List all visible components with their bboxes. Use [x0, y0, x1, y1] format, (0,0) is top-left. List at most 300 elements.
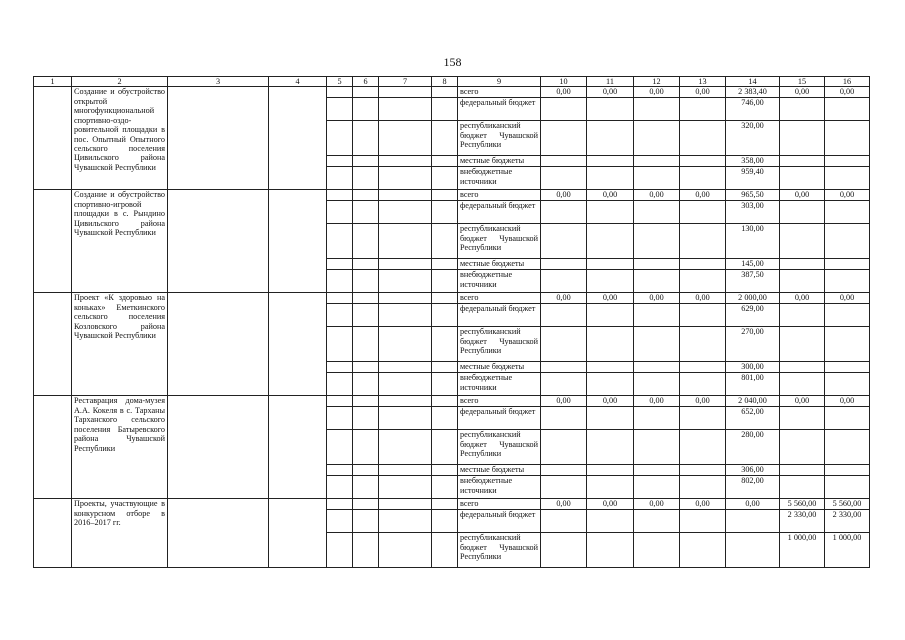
- cell-c6: [353, 224, 379, 259]
- funding-source-cell: внебюджетные источники: [458, 167, 541, 190]
- cell-c6: [353, 499, 379, 510]
- amount-cell-c14: 387,50: [726, 270, 780, 293]
- amount-cell-c14: 2 383,40: [726, 87, 780, 98]
- amount-cell-c13: [680, 430, 726, 465]
- cell-c5: [327, 304, 353, 327]
- amount-cell-c15: 0,00: [780, 190, 825, 201]
- amount-cell-c12: [634, 510, 680, 533]
- amount-cell-c14: 303,00: [726, 201, 780, 224]
- project-name-cell: Создание и обустройство спортивно-игровой площадки в с. Рындино Цивильского района Чувашской Республики: [72, 190, 168, 293]
- amount-cell-c14: 801,00: [726, 373, 780, 396]
- column-number-9: 9: [458, 77, 541, 87]
- amount-cell-c12: [634, 156, 680, 167]
- amount-cell-c11: 0,00: [587, 396, 634, 407]
- funding-source-cell: республиканский бюджет Чувашской Республики: [458, 327, 541, 362]
- column-number-16: 16: [825, 77, 870, 87]
- amount-cell-c11: 0,00: [587, 190, 634, 201]
- column-number-10: 10: [541, 77, 587, 87]
- amount-cell-c12: [634, 270, 680, 293]
- amount-cell-c12: [634, 327, 680, 362]
- cell-c7: [379, 533, 432, 568]
- amount-cell-c16: [825, 156, 870, 167]
- amount-cell-c12: 0,00: [634, 190, 680, 201]
- cell-c8: [432, 430, 458, 465]
- amount-cell-c12: [634, 476, 680, 499]
- funding-source-cell: федеральный бюджет: [458, 201, 541, 224]
- amount-cell-c11: [587, 304, 634, 327]
- amount-cell-c12: [634, 304, 680, 327]
- cell-c5: [327, 259, 353, 270]
- cell-c7: [379, 465, 432, 476]
- amount-cell-c14: 358,00: [726, 156, 780, 167]
- amount-cell-c15: 2 330,00: [780, 510, 825, 533]
- funding-source-cell: республиканский бюджет Чувашской Республики: [458, 121, 541, 156]
- amount-cell-c11: 0,00: [587, 499, 634, 510]
- cell-col-1: [34, 87, 72, 190]
- amount-cell-c11: [587, 533, 634, 568]
- amount-cell-c15: [780, 476, 825, 499]
- amount-cell-c10: [541, 167, 587, 190]
- amount-cell-c12: [634, 259, 680, 270]
- amount-cell-c13: [680, 373, 726, 396]
- amount-cell-c13: 0,00: [680, 499, 726, 510]
- project-name-cell: Создание и обустройство открытой многофункциональной спортивно-оздоровительной площадки в пос. Опытный Опытного сельского поселения Цивильского района Чувашской Республики: [72, 87, 168, 190]
- funding-source-cell: всего: [458, 87, 541, 98]
- cell-c8: [432, 304, 458, 327]
- amount-cell-c16: [825, 476, 870, 499]
- cell-c7: [379, 430, 432, 465]
- amount-cell-c10: [541, 201, 587, 224]
- amount-cell-c13: [680, 156, 726, 167]
- column-number-15: 15: [780, 77, 825, 87]
- amount-cell-c15: 0,00: [780, 396, 825, 407]
- funding-source-cell: республиканский бюджет Чувашской Республики: [458, 533, 541, 568]
- column-number-6: 6: [353, 77, 379, 87]
- amount-cell-c13: [680, 259, 726, 270]
- amount-cell-c16: [825, 259, 870, 270]
- cell-c6: [353, 327, 379, 362]
- amount-cell-c13: [680, 270, 726, 293]
- amount-cell-c11: [587, 510, 634, 533]
- amount-cell-c10: 0,00: [541, 499, 587, 510]
- amount-cell-c11: [587, 430, 634, 465]
- amount-cell-c16: 0,00: [825, 293, 870, 304]
- amount-cell-c13: [680, 327, 726, 362]
- column-number-2: 2: [72, 77, 168, 87]
- funding-source-cell: федеральный бюджет: [458, 304, 541, 327]
- cell-col-3: [168, 87, 269, 190]
- amount-cell-c15: [780, 430, 825, 465]
- amount-cell-c13: [680, 304, 726, 327]
- column-number-14: 14: [726, 77, 780, 87]
- column-number-1: 1: [34, 77, 72, 87]
- column-number-row: [34, 77, 870, 87]
- amount-cell-c11: 0,00: [587, 293, 634, 304]
- cell-c5: [327, 98, 353, 121]
- cell-col-4: [269, 499, 327, 568]
- amount-cell-c10: [541, 304, 587, 327]
- amount-cell-c14: [726, 533, 780, 568]
- amount-cell-c10: 0,00: [541, 87, 587, 98]
- amount-cell-c14: 959,40: [726, 167, 780, 190]
- cell-c6: [353, 98, 379, 121]
- amount-cell-c14: 746,00: [726, 98, 780, 121]
- amount-cell-c13: [680, 476, 726, 499]
- cell-c5: [327, 224, 353, 259]
- table-row: [34, 396, 870, 407]
- amount-cell-c15: [780, 362, 825, 373]
- amount-cell-c14: 280,00: [726, 430, 780, 465]
- amount-cell-c11: [587, 156, 634, 167]
- cell-c8: [432, 87, 458, 98]
- cell-c7: [379, 190, 432, 201]
- funding-source-cell: внебюджетные источники: [458, 373, 541, 396]
- amount-cell-c13: 0,00: [680, 87, 726, 98]
- funding-source-cell: федеральный бюджет: [458, 98, 541, 121]
- cell-c5: [327, 396, 353, 407]
- amount-cell-c13: [680, 121, 726, 156]
- amount-cell-c15: [780, 259, 825, 270]
- cell-c8: [432, 190, 458, 201]
- amount-cell-c11: [587, 201, 634, 224]
- amount-cell-c11: [587, 121, 634, 156]
- amount-cell-c15: 0,00: [780, 293, 825, 304]
- column-number-12: 12: [634, 77, 680, 87]
- column-number-7: 7: [379, 77, 432, 87]
- amount-cell-c10: [541, 121, 587, 156]
- cell-c7: [379, 121, 432, 156]
- amount-cell-c14: 2 040,00: [726, 396, 780, 407]
- cell-c6: [353, 533, 379, 568]
- table-row: [34, 87, 870, 98]
- cell-c8: [432, 499, 458, 510]
- amount-cell-c10: [541, 259, 587, 270]
- amount-cell-c14: 965,50: [726, 190, 780, 201]
- cell-c6: [353, 293, 379, 304]
- amount-cell-c15: [780, 327, 825, 362]
- amount-cell-c12: [634, 407, 680, 430]
- cell-c6: [353, 407, 379, 430]
- cell-c8: [432, 167, 458, 190]
- cell-c8: [432, 201, 458, 224]
- amount-cell-c15: [780, 167, 825, 190]
- cell-c8: [432, 327, 458, 362]
- amount-cell-c14: 130,00: [726, 224, 780, 259]
- cell-c7: [379, 224, 432, 259]
- amount-cell-c10: [541, 362, 587, 373]
- amount-cell-c13: 0,00: [680, 396, 726, 407]
- amount-cell-c14: 145,00: [726, 259, 780, 270]
- amount-cell-c16: 1 000,00: [825, 533, 870, 568]
- cell-c8: [432, 476, 458, 499]
- amount-cell-c15: [780, 201, 825, 224]
- amount-cell-c10: [541, 476, 587, 499]
- cell-c5: [327, 533, 353, 568]
- cell-c6: [353, 476, 379, 499]
- amount-cell-c11: [587, 98, 634, 121]
- cell-col-4: [269, 190, 327, 293]
- funding-source-cell: республиканский бюджет Чувашской Республики: [458, 224, 541, 259]
- cell-c8: [432, 510, 458, 533]
- amount-cell-c14: 320,00: [726, 121, 780, 156]
- amount-cell-c10: [541, 156, 587, 167]
- amount-cell-c14: 0,00: [726, 499, 780, 510]
- cell-c8: [432, 224, 458, 259]
- column-number-11: 11: [587, 77, 634, 87]
- amount-cell-c12: [634, 362, 680, 373]
- amount-cell-c12: [634, 98, 680, 121]
- amount-cell-c16: [825, 362, 870, 373]
- amount-cell-c12: [634, 201, 680, 224]
- column-number-5: 5: [327, 77, 353, 87]
- cell-c7: [379, 304, 432, 327]
- amount-cell-c12: 0,00: [634, 87, 680, 98]
- amount-cell-c11: [587, 373, 634, 396]
- amount-cell-c11: [587, 362, 634, 373]
- amount-cell-c14: 306,00: [726, 465, 780, 476]
- cell-c7: [379, 396, 432, 407]
- cell-c5: [327, 190, 353, 201]
- table-row: [34, 190, 870, 201]
- amount-cell-c12: [634, 121, 680, 156]
- cell-col-3: [168, 499, 269, 568]
- cell-c6: [353, 121, 379, 156]
- cell-c8: [432, 293, 458, 304]
- cell-c5: [327, 510, 353, 533]
- cell-c7: [379, 156, 432, 167]
- cell-c5: [327, 87, 353, 98]
- cell-c6: [353, 270, 379, 293]
- project-name-cell: Реставрация дома-музея А.А. Кокеля в с. Тарханы Тарханского сельского поселения Батыревского района Чувашской Республики: [72, 396, 168, 499]
- amount-cell-c11: [587, 224, 634, 259]
- amount-cell-c10: [541, 373, 587, 396]
- amount-cell-c10: 0,00: [541, 190, 587, 201]
- amount-cell-c16: [825, 327, 870, 362]
- cell-c7: [379, 362, 432, 373]
- cell-c8: [432, 259, 458, 270]
- amount-cell-c15: [780, 407, 825, 430]
- amount-cell-c11: [587, 407, 634, 430]
- amount-cell-c14: 270,00: [726, 327, 780, 362]
- cell-c5: [327, 156, 353, 167]
- cell-c6: [353, 87, 379, 98]
- table-row: [34, 499, 870, 510]
- amount-cell-c10: 0,00: [541, 293, 587, 304]
- amount-cell-c16: [825, 373, 870, 396]
- cell-c7: [379, 167, 432, 190]
- cell-col-3: [168, 190, 269, 293]
- cell-c5: [327, 407, 353, 430]
- cell-c7: [379, 293, 432, 304]
- amount-cell-c10: [541, 430, 587, 465]
- amount-cell-c11: [587, 476, 634, 499]
- cell-col-4: [269, 396, 327, 499]
- cell-c8: [432, 465, 458, 476]
- amount-cell-c12: [634, 224, 680, 259]
- amount-cell-c16: [825, 465, 870, 476]
- amount-cell-c13: [680, 407, 726, 430]
- amount-cell-c13: [680, 167, 726, 190]
- cell-col-1: [34, 396, 72, 499]
- amount-cell-c15: [780, 98, 825, 121]
- amount-cell-c13: [680, 510, 726, 533]
- cell-c5: [327, 430, 353, 465]
- table-row: [34, 293, 870, 304]
- cell-c5: [327, 293, 353, 304]
- cell-c8: [432, 98, 458, 121]
- cell-c6: [353, 304, 379, 327]
- cell-c8: [432, 533, 458, 568]
- amount-cell-c13: [680, 533, 726, 568]
- amount-cell-c16: [825, 430, 870, 465]
- amount-cell-c13: [680, 201, 726, 224]
- cell-c6: [353, 167, 379, 190]
- amount-cell-c10: [541, 270, 587, 293]
- cell-c6: [353, 373, 379, 396]
- funding-source-cell: местные бюджеты: [458, 156, 541, 167]
- cell-c7: [379, 87, 432, 98]
- column-number-8: 8: [432, 77, 458, 87]
- funding-source-cell: всего: [458, 396, 541, 407]
- amount-cell-c11: [587, 270, 634, 293]
- amount-cell-c15: 0,00: [780, 87, 825, 98]
- funding-source-cell: федеральный бюджет: [458, 407, 541, 430]
- amount-cell-c14: 652,00: [726, 407, 780, 430]
- amount-cell-c11: 0,00: [587, 87, 634, 98]
- amount-cell-c10: [541, 407, 587, 430]
- amount-cell-c12: [634, 533, 680, 568]
- amount-cell-c16: 0,00: [825, 190, 870, 201]
- cell-c5: [327, 373, 353, 396]
- cell-col-3: [168, 396, 269, 499]
- amount-cell-c12: 0,00: [634, 499, 680, 510]
- column-number-3: 3: [168, 77, 269, 87]
- amount-cell-c16: [825, 270, 870, 293]
- cell-c6: [353, 201, 379, 224]
- funding-source-cell: местные бюджеты: [458, 465, 541, 476]
- cell-c6: [353, 190, 379, 201]
- cell-c8: [432, 396, 458, 407]
- amount-cell-c15: [780, 224, 825, 259]
- amount-cell-c16: [825, 98, 870, 121]
- cell-c5: [327, 121, 353, 156]
- cell-c8: [432, 362, 458, 373]
- amount-cell-c14: 802,00: [726, 476, 780, 499]
- cell-c5: [327, 270, 353, 293]
- amount-cell-c10: [541, 465, 587, 476]
- cell-c7: [379, 98, 432, 121]
- funding-source-cell: всего: [458, 293, 541, 304]
- funding-source-cell: внебюджетные источники: [458, 270, 541, 293]
- cell-col-1: [34, 190, 72, 293]
- cell-c6: [353, 396, 379, 407]
- amount-cell-c14: 300,00: [726, 362, 780, 373]
- amount-cell-c12: [634, 430, 680, 465]
- amount-cell-c16: 2 330,00: [825, 510, 870, 533]
- amount-cell-c13: [680, 98, 726, 121]
- amount-cell-c11: [587, 259, 634, 270]
- amount-cell-c15: [780, 465, 825, 476]
- cell-c6: [353, 259, 379, 270]
- amount-cell-c12: [634, 167, 680, 190]
- amount-cell-c16: [825, 201, 870, 224]
- cell-c7: [379, 270, 432, 293]
- amount-cell-c12: [634, 465, 680, 476]
- cell-c6: [353, 465, 379, 476]
- amount-cell-c16: [825, 167, 870, 190]
- amount-cell-c10: 0,00: [541, 396, 587, 407]
- column-number-4: 4: [269, 77, 327, 87]
- amount-cell-c11: [587, 327, 634, 362]
- cell-c8: [432, 156, 458, 167]
- cell-col-3: [168, 293, 269, 396]
- funding-source-cell: республиканский бюджет Чувашской Республики: [458, 430, 541, 465]
- amount-cell-c13: 0,00: [680, 293, 726, 304]
- amount-cell-c13: 0,00: [680, 190, 726, 201]
- cell-c7: [379, 499, 432, 510]
- cell-c6: [353, 510, 379, 533]
- amount-cell-c16: 0,00: [825, 396, 870, 407]
- amount-cell-c16: [825, 224, 870, 259]
- cell-c6: [353, 156, 379, 167]
- amount-cell-c12: [634, 373, 680, 396]
- cell-col-4: [269, 87, 327, 190]
- funding-source-cell: местные бюджеты: [458, 362, 541, 373]
- funding-source-cell: внебюджетные источники: [458, 476, 541, 499]
- amount-cell-c10: [541, 98, 587, 121]
- amount-cell-c10: [541, 224, 587, 259]
- cell-c8: [432, 407, 458, 430]
- funding-source-cell: всего: [458, 190, 541, 201]
- amount-cell-c15: [780, 373, 825, 396]
- amount-cell-c15: [780, 121, 825, 156]
- funding-source-cell: федеральный бюджет: [458, 510, 541, 533]
- amount-cell-c13: [680, 362, 726, 373]
- funding-source-cell: местные бюджеты: [458, 259, 541, 270]
- amount-cell-c11: [587, 465, 634, 476]
- amount-cell-c13: [680, 465, 726, 476]
- cell-c5: [327, 327, 353, 362]
- cell-c5: [327, 201, 353, 224]
- cell-c7: [379, 407, 432, 430]
- cell-c7: [379, 201, 432, 224]
- project-name-cell: Проекты, участвующие в конкурсном отборе в 2016–2017 гг.: [72, 499, 168, 568]
- cell-c5: [327, 362, 353, 373]
- cell-col-1: [34, 499, 72, 568]
- amount-cell-c16: 5 560,00: [825, 499, 870, 510]
- cell-c7: [379, 510, 432, 533]
- amount-cell-c10: [541, 533, 587, 568]
- amount-cell-c15: [780, 270, 825, 293]
- page-number: 158: [443, 55, 462, 69]
- column-number-13: 13: [680, 77, 726, 87]
- amount-cell-c15: [780, 304, 825, 327]
- budget-table: [33, 76, 870, 568]
- amount-cell-c16: [825, 407, 870, 430]
- amount-cell-c15: 5 560,00: [780, 499, 825, 510]
- cell-c7: [379, 476, 432, 499]
- cell-c8: [432, 270, 458, 293]
- cell-c8: [432, 373, 458, 396]
- cell-col-4: [269, 293, 327, 396]
- cell-c5: [327, 167, 353, 190]
- amount-cell-c11: [587, 167, 634, 190]
- project-name-cell: Проект «К здоровью на коньках» Еметкинского сельского поселения Козловского района Чувашской Республики: [72, 293, 168, 396]
- amount-cell-c13: [680, 224, 726, 259]
- amount-cell-c14: 629,00: [726, 304, 780, 327]
- cell-c6: [353, 430, 379, 465]
- amount-cell-c16: 0,00: [825, 87, 870, 98]
